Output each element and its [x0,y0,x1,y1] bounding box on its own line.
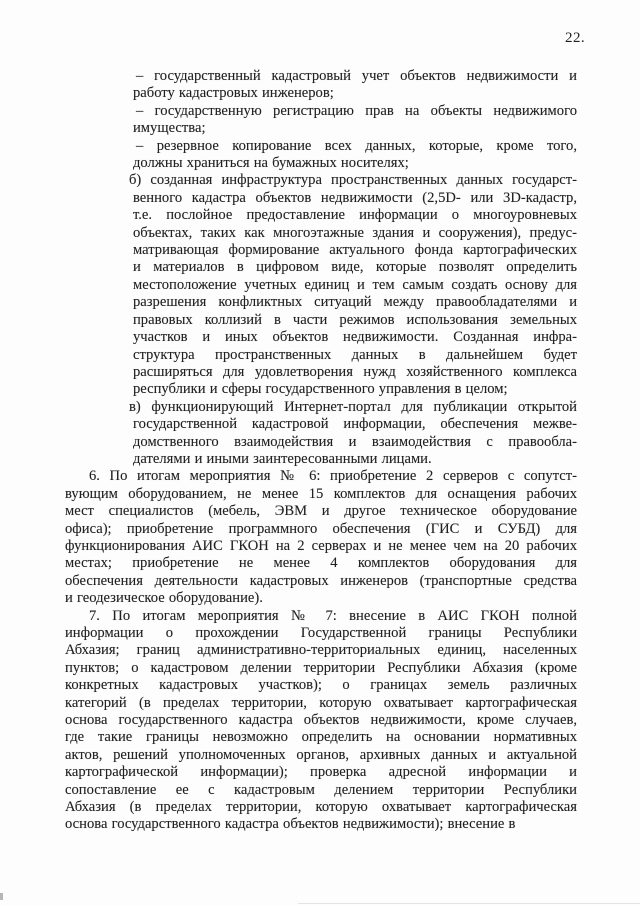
text-line: правовых коллизий в части режимов использования земельных [133,311,577,328]
text-line: 7. По итогам мероприятия № 7: внесение в АИС ГКОН полной [89,607,577,624]
page-number: 22. [565,30,585,46]
text-line: конкретных кадастровых участков); о границах земель различных [65,677,577,694]
text-line: офиса); приобретение программного обеспечения (ГИС и СУБД) для [65,520,577,537]
text-line: работу кадастровых инженеров; [133,85,334,102]
text-line: категорий (в пределах территории, которую охватывает картографическая [65,694,577,711]
scan-artifact [0,893,3,900]
text-line: и геодезическое оборудование). [65,590,263,607]
text-line: мест специалистов (мебель, ЭВМ и другое техническое оборудование [65,503,577,520]
indented-item [65,138,577,173]
text-line: основа государственного кадастра объектов недвижимости, кроме случаев, [65,712,577,729]
indented-item [65,103,577,138]
text-line: обеспечения деятельности кадастровых инженеров (транспортные средства [65,572,577,589]
text-line: информации о прохождении Государственной границы Республики [65,625,577,641]
text-line: объектах, таких как многоэтажные здания и сооружения), предус- [133,224,577,241]
text-line: – государственную регистрацию прав на объекты недвижимого [136,102,577,119]
text-line: пунктов; о кадастровом делении территории Республики Абхазия (кроме [65,659,577,676]
indented-item [65,68,577,103]
text-line: должны храниться на бумажных носителях; [133,155,409,172]
text-line: домственного взаимодействия и взаимодействия с правообла- [133,433,577,450]
text-line: сопоставление ее с кадастровым делением территории Республики [65,781,577,798]
text-line: участков и иных объектов недвижимости. Созданная инфра- [133,329,577,346]
text-line: – резервное копирование всех данных, которые, кроме того, [136,137,577,154]
text-line: расширяться для удовлетворения нужд хозяйственного комплекса [133,363,577,380]
text-line: б) созданная инфраструктура пространственных данных государст- [129,172,577,189]
page-edge-shadow [298,903,640,904]
text-line: основа государственного кадастра объектов недвижимости); внесение в [65,816,516,833]
text-line: картографической информации); проверка адресной информации и [65,764,577,781]
document-body [65,68,577,834]
paragraph [65,468,577,607]
text-line: актов, решений уполномоченных органов, архивных данных и актуальной [65,746,577,763]
text-line: и материалов в цифровом виде, которые позволят определить [133,259,577,276]
text-line: Абхазия; границ административно-территориальных единиц, населенных [65,642,577,659]
indented-item [65,172,577,398]
text-line: т.е. послойное предоставление информации о многоуровневых [133,207,577,224]
indented-item [65,399,577,469]
text-line: местоположение учетных единиц и тем самым создать основу для [133,276,577,293]
text-line: в) функционирующий Интернет-портал для публикации открытой [129,398,577,415]
text-line: функционирования АИС ГКОН на 2 серверах и не менее чем на 20 рабочих [65,537,577,554]
text-line: венного кадастра объектов недвижимости (2,5D- или 3D-кадастр, [133,189,577,206]
text-line: дателями и иными заинтересованными лицами. [133,450,432,467]
text-line: местах; приобретение не менее 4 комплектов оборудования для [65,555,577,572]
text-line: – государственный кадастровый учет объектов недвижимости и [136,68,577,84]
text-line: Абхазия (в пределах территории, которую охватывает картографическая [65,799,577,816]
text-line: государственной кадастровой информации, обеспечения межве- [133,416,577,433]
text-line: разрешения конфликтных ситуаций между правообладателями и [133,294,577,311]
text-line: структура пространственных данных в дальнейшем будет [133,346,577,363]
text-line: матривающая формирование актуального фонда картографических [133,242,577,259]
paragraph [65,608,577,834]
text-line: имущества; [133,120,206,137]
text-line: вующим оборудованием, не менее 15 комплектов для оснащения рабочих [65,485,577,502]
text-line: 6. По итогам мероприятия № 6: приобретение 2 серверов с сопутст- [89,468,577,485]
text-line: республики и сферы государственного управления в целом; [133,381,508,398]
text-line: где такие границы невозможно определить на основании нормативных [65,729,577,746]
